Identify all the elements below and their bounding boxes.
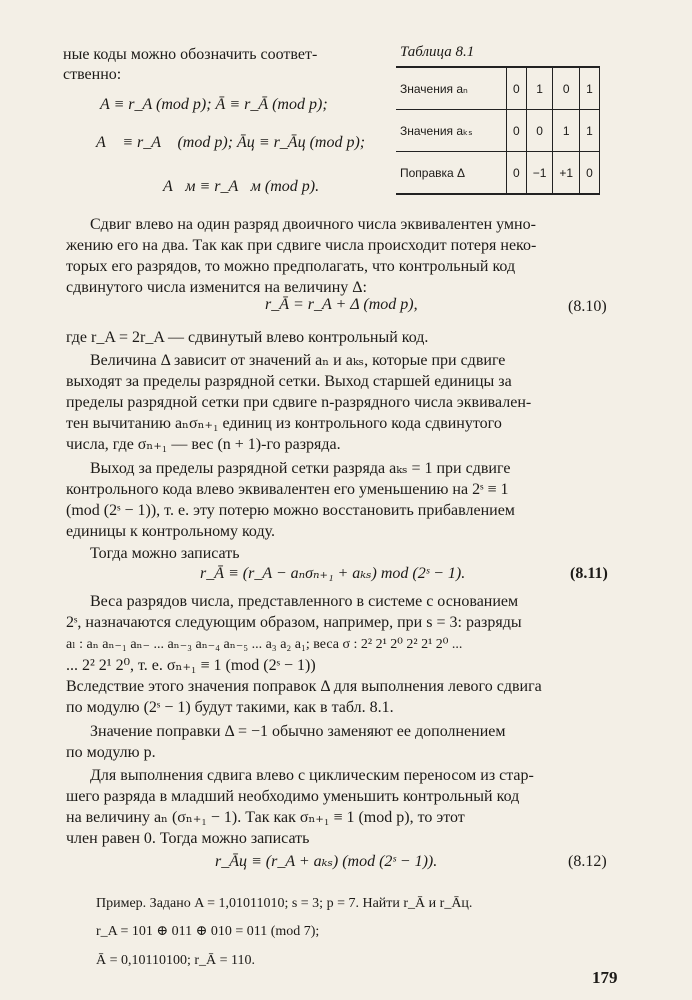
equation-8-11: r_Ā ≡ (r_A − aₙσₙ₊₁ + aₖₛ) mod (2ˢ − 1). [200, 565, 466, 582]
formula-line-1: A ≡ r_A (mod p); Ā ≡ r_Ā (mod p); [100, 96, 328, 113]
table-cell: 0 [507, 110, 527, 152]
table-row [396, 67, 599, 110]
para3-line-3: (mod (2ˢ − 1)), т. е. эту потерю можно восстановить прибавлением [66, 502, 515, 519]
where-line: где r_A = 2r_A — сдвинутый влево контрольный код. [66, 329, 429, 346]
para2-line-5: числа, где σₙ₊₁ — вес (n + 1)-го разряда. [66, 436, 341, 453]
table-cell: −1 [526, 152, 553, 195]
formula-line-2: A⃗ ≡ r_A⃗ (mod p); Āц ≡ r_Āц (mod p); [96, 134, 366, 151]
equation-number-8-10: (8.10) [568, 298, 607, 315]
para2-line-4: тен вычитанию aₙσₙ₊₁ единиц из контрольного кода сдвинутого [66, 415, 502, 432]
para5-line-1: Вследствие этого значения поправок Δ для выполнения левого сдвига [66, 678, 542, 695]
table-cell: 1 [526, 67, 553, 110]
para4-line-2: 2ˢ, назначаются следующим образом, например, при s = 3: разряды [66, 614, 522, 631]
example-line-1: Пример. Задано A = 1,01011010; s = 3; p = 7. Найти r_Ā и r_Āц. [96, 896, 473, 911]
table-cell: +1 [553, 152, 580, 195]
top-text-line-2: ственно: [63, 66, 122, 83]
table-cell: 0 [507, 67, 527, 110]
equation-number-8-11: (8.11) [570, 565, 608, 582]
table-row [396, 152, 599, 195]
para7-line-2: шего разряда в младший необходимо уменьшить контрольный код [66, 788, 520, 805]
table-cell: 1 [580, 110, 600, 152]
para6-line-2: по модулю p. [66, 744, 156, 761]
para4-line-4: ... 2² 2¹ 2⁰, т. е. σₙ₊₁ ≡ 1 (mod (2ˢ − 1)) [66, 657, 316, 674]
para3-line-4: единицы к контрольному коду. [66, 523, 276, 540]
table-cell: 1 [580, 67, 600, 110]
example-line-2: r_A = 101 ⊕ 011 ⊕ 010 = 011 (mod 7); [96, 924, 320, 939]
example-line-3: Ā = 0,10110100; r_Ā = 110. [96, 953, 256, 968]
top-text-line-1: ные коды можно обозначить соответ- [63, 46, 318, 63]
table-cell: 0 [526, 110, 553, 152]
para7-line-3: на величину aₙ (σₙ₊₁ − 1). Так как σₙ₊₁ ≡ 1 (mod p), то этот [66, 809, 465, 826]
table-row [396, 110, 599, 152]
para2-line-1: Величина Δ зависит от значений aₙ и aₖₛ, которые при сдвиге [90, 352, 506, 369]
para2-line-2: выходят за пределы разрядной сетки. Выход старшей единицы за [66, 373, 512, 390]
table-cell: 0 [507, 152, 527, 195]
para1-line-2: жению его на два. Так как при сдвиге числа происходит потеря неко- [66, 237, 537, 254]
table-caption: Таблица 8.1 [400, 44, 475, 60]
page-number: 179 [592, 968, 618, 987]
row-label: Значения aₙ [396, 67, 507, 110]
table-cell: 0 [553, 67, 580, 110]
table-cell: 0 [580, 152, 600, 195]
equation-8-10: r_Ā = r_A + Δ (mod p), [265, 296, 418, 313]
row-label: Поправка Δ [396, 152, 507, 195]
equation-8-12: r_Āц ≡ (r_A + aₖₛ) (mod (2ˢ − 1)). [215, 853, 438, 870]
formula-line-3: A⃗м ≡ r_A⃗м (mod p). [163, 178, 320, 195]
para5-line-2: по модулю (2ˢ − 1) будут такими, как в табл. 8.1. [66, 699, 394, 716]
para1-line-1: Сдвиг влево на один разряд двоичного числа эквивалентен умно- [90, 216, 536, 233]
para4-line-3: aₗ : aₙ aₙ₋₁ aₙ₋ ... aₙ₋₃ aₙ₋₄ aₙ₋₅ ... a₃ a₂ a₁; веса σ : 2² 2¹ 2⁰ 2² 2¹ 2⁰ ... [66, 637, 463, 652]
para7-line-4: член равен 0. Тогда можно записать [66, 830, 310, 847]
para3-line-1: Выход за пределы разрядной сетки разряда aₖₛ = 1 при сдвиге [90, 460, 511, 477]
table-cell: 1 [553, 110, 580, 152]
para1-line-4: сдвинутого числа изменится на величину Δ: [66, 279, 367, 296]
para6-line-1: Значение поправки Δ = −1 обычно заменяют ее дополнением [90, 723, 506, 740]
para4-line-1: Веса разрядов числа, представленного в системе с основанием [90, 593, 519, 610]
table-8-1 [396, 66, 600, 195]
para7-line-1: Для выполнения сдвига влево с циклическим переносом из стар- [90, 767, 534, 784]
row-label: Значения aₖₛ [396, 110, 507, 152]
para2-line-3: пределы разрядной сетки при сдвиге n-разрядного числа эквивален- [66, 394, 532, 411]
equation-number-8-12: (8.12) [568, 853, 607, 870]
para1-line-3: торых его разрядов, то можно предполагать, что контрольный код [66, 258, 516, 275]
para3-line-2: контрольного кода влево эквивалентен его уменьшению на 2ˢ ≡ 1 [66, 481, 509, 498]
then-line: Тогда можно записать [90, 545, 240, 562]
